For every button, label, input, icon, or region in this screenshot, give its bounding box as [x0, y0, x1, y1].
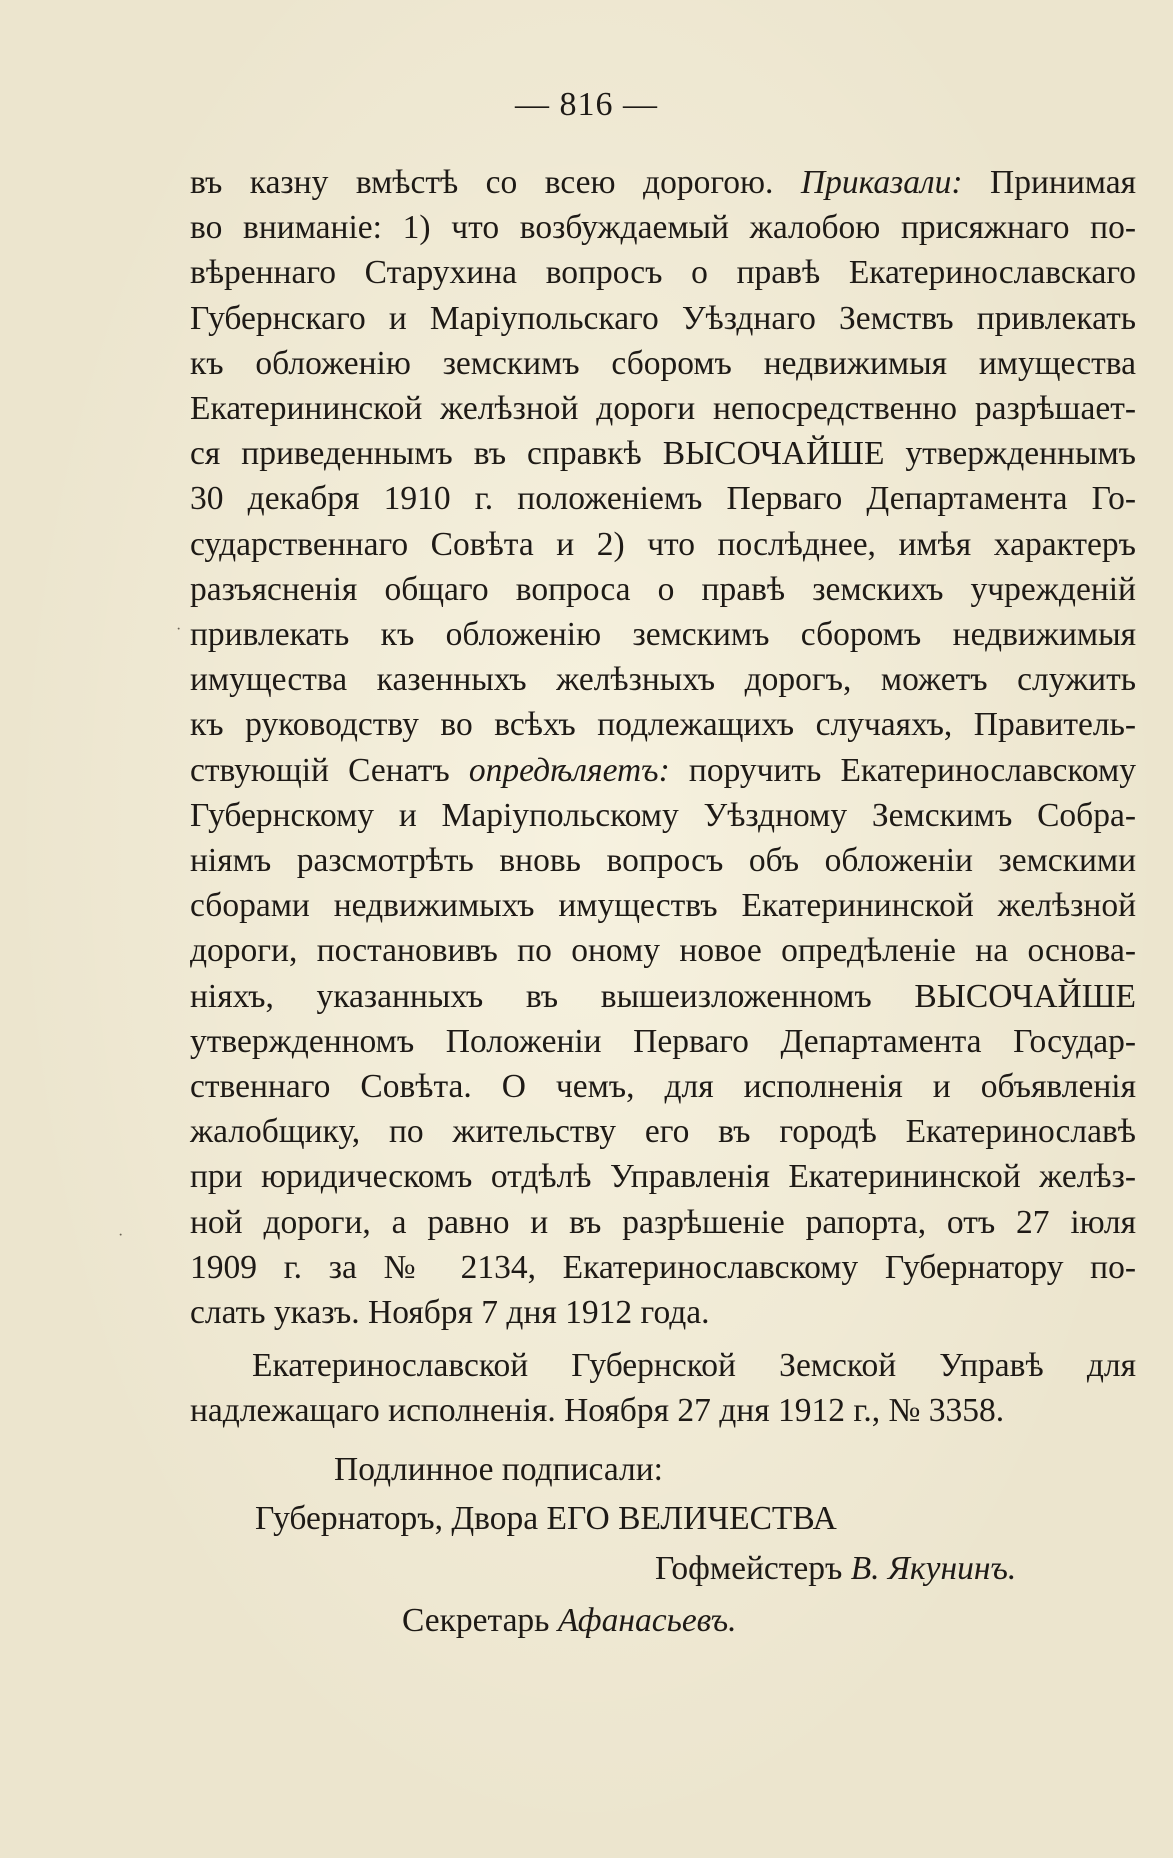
text-run: слать указъ. Ноября 7 дня 1912 года. [190, 1294, 710, 1332]
text-run: въ казну вмѣстѣ со всею дорогою. [190, 164, 801, 201]
dispatch-paragraph [190, 1343, 1136, 1433]
text-line [190, 1388, 1136, 1433]
text-run: къ руководству во всѣхъ подлежащихъ случаяхъ, Правитель- [190, 706, 1136, 744]
text-run: Екатеринославской Губернской Земской Управѣ для [252, 1347, 1136, 1385]
text-run: ся приведеннымъ въ справкѣ ВЫСОЧАЙШЕ утвержденнымъ [190, 435, 1136, 473]
italic-text-run: Приказали: [800, 164, 963, 201]
text-line [190, 386, 1136, 431]
text-line [190, 1200, 1136, 1245]
secretary-signature [402, 1602, 737, 1640]
text-line [190, 793, 1136, 838]
text-line [190, 160, 1136, 205]
text-run: Екатерининской желѣзной дороги непосредственно разрѣшает- [190, 390, 1136, 428]
text-line [190, 748, 1136, 793]
text-line [190, 1343, 1136, 1388]
text-run: Принимая [962, 164, 1136, 201]
text-run: сборами недвижимыхъ имуществъ Екатерининской желѣзной [190, 887, 1136, 925]
text-line [190, 657, 1136, 702]
text-line [190, 612, 1136, 657]
text-run: ніямъ разсмотрѣть вновь вопросъ объ обложеніи земскими [190, 842, 1136, 880]
text-line [190, 341, 1136, 386]
text-line [190, 702, 1136, 747]
text-run: надлежащаго исполненія. Ноября 27 дня 1912 г., № 3358. [190, 1392, 1005, 1430]
margin-mark: · [118, 1227, 124, 1244]
chamberlain-name: В. Якунинъ. [850, 1550, 1017, 1587]
text-run: 1909 г. за № 2134, Екатеринославскому Губернатору по- [190, 1248, 1136, 1286]
italic-text-run: опредѣляетъ: [468, 751, 670, 789]
text-run: жалобщику, по жительству его въ городѣ Екатеринославѣ [190, 1113, 1136, 1151]
text-line [190, 431, 1136, 476]
text-run: ніяхъ, указанныхъ въ вышеизложенномъ ВЫСОЧАЙШЕ [190, 977, 1136, 1015]
text-line [190, 838, 1136, 883]
page-number: — 816 — [515, 86, 658, 123]
text-run: во вниманіе: 1) что возбуждаемый жалобою присяжнаго по- [190, 209, 1136, 247]
text-run: при юридическомъ отдѣлѣ Управленія Екатерининской желѣз- [190, 1158, 1136, 1196]
text-line [190, 567, 1136, 612]
text-run: къ обложенію земскимъ сборомъ недвижимыя имущества [190, 344, 1136, 382]
secretary-title: Секретарь [402, 1602, 550, 1639]
governor-title: Губернаторъ, Двора ЕГО ВЕЛИЧЕСТВА [255, 1500, 837, 1537]
document-body [190, 160, 1136, 1434]
text-run: привлекать къ обложенію земскимъ сборомъ недвижимыя [190, 616, 1136, 654]
text-line [190, 928, 1136, 973]
text-run: ствующій Сенатъ [190, 751, 469, 789]
text-run: вѣреннаго Старухина вопросъ о правѣ Екатеринославскаго [190, 254, 1136, 292]
text-line [190, 1154, 1136, 1199]
text-line [190, 296, 1136, 341]
text-run: утвержденномъ Положеніи Перваго Департамента Государ- [190, 1022, 1136, 1060]
text-run: разъясненія общаго вопроса о правѣ земскихъ учрежденій [190, 570, 1136, 608]
text-run: ственнаго Совѣта. О чемъ, для исполненія и объявленія [190, 1068, 1136, 1106]
signed-label: Подлинное подписали: [334, 1451, 663, 1488]
secretary-name: Афанасьевъ. [557, 1602, 737, 1639]
text-run: дороги, постановивъ по оному новое опредѣленіе на основа- [190, 932, 1136, 970]
text-line [190, 974, 1136, 1019]
margin-mark: · [176, 621, 182, 638]
text-line [190, 250, 1136, 295]
text-line [190, 205, 1136, 250]
text-run: Губернскому и Маріупольскому Уѣздному Земскимъ Собра- [190, 796, 1136, 834]
text-run: 30 декабря 1910 г. положеніемъ Перваго Департамента Го- [190, 480, 1136, 518]
text-line [190, 522, 1136, 567]
text-line [190, 1109, 1136, 1154]
text-line [190, 476, 1136, 521]
text-run: Губернскаго и Маріупольскаго Уѣзднаго Земствъ привлекать [190, 299, 1136, 337]
chamberlain-signature [655, 1550, 1016, 1588]
text-line [190, 1019, 1136, 1064]
chamberlain-title: Гофмейстеръ [655, 1550, 843, 1587]
text-line [190, 1290, 1136, 1335]
text-line [190, 883, 1136, 928]
text-run: имущества казенныхъ желѣзныхъ дорогъ, можетъ служить [190, 661, 1136, 699]
resolution-paragraph [190, 160, 1136, 1335]
text-line [190, 1245, 1136, 1290]
text-run: сударственнаго Совѣта и 2) что послѣднее, имѣя характеръ [190, 525, 1136, 563]
text-line [190, 1064, 1136, 1109]
text-run: поручить Екатеринославскому [669, 751, 1136, 789]
text-run: ной дороги, а равно и въ разрѣшеніе рапорта, отъ 27 іюля [190, 1203, 1136, 1241]
